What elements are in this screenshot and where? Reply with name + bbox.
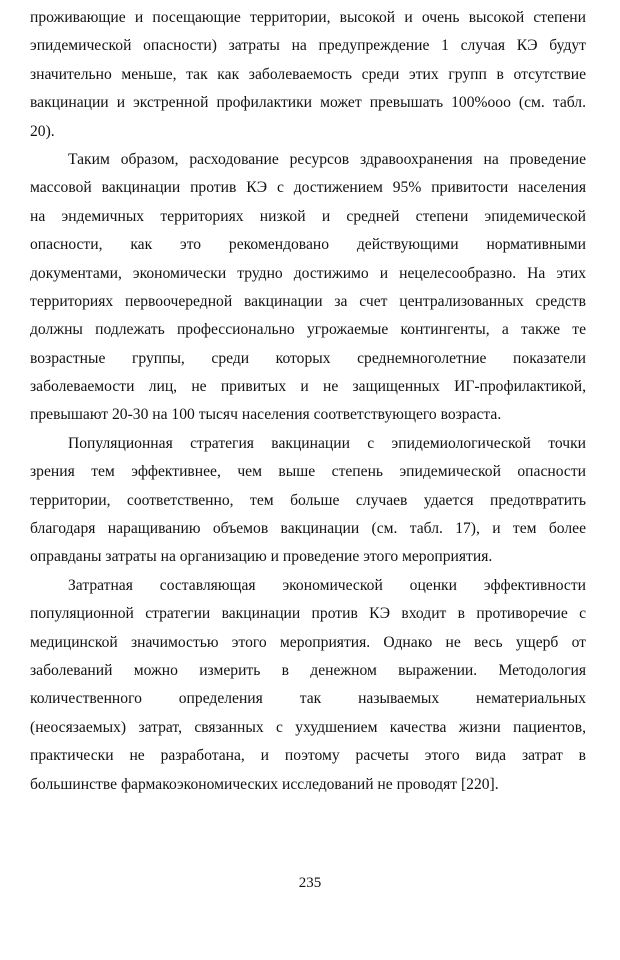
- text-line: территориях первоочередной вакцинации за счет централизованных средств: [30, 292, 586, 310]
- text-line: должны подлежать профессионально угрожаемые контингенты, а также те: [30, 321, 586, 339]
- paragraph: [30, 4, 586, 146]
- page-number: 235: [298, 875, 322, 891]
- text-line: практически не разработана, и поэтому расчеты этого вида затрат в: [30, 747, 586, 765]
- body-text: [30, 4, 586, 799]
- text-line: медицинской значимостью этого мероприятия. Однако не весь ущерб от: [30, 633, 586, 651]
- text-line: Популяционная стратегия вакцинации с эпидемиологической точки: [68, 434, 586, 452]
- text-line: значительно меньше, так как заболеваемость среди этих групп в отсутствие: [30, 65, 586, 83]
- text-line: количественного определения так называемых нематериальных: [30, 690, 586, 708]
- text-line: благодаря наращиванию объемов вакцинации (см. табл. 17), и тем более: [30, 520, 586, 538]
- text-line: превышают 20-30 на 100 тысяч населения соответствующего возраста.: [30, 406, 502, 424]
- text-line: популяционной стратегии вакцинации против КЭ входит в противоречие с: [30, 605, 586, 623]
- text-line: на эндемичных территориях низкой и средней степени эпидемической: [30, 207, 586, 225]
- text-line: заболеваемости лиц, не привитых и не защищенных ИГ-профилактикой,: [30, 378, 586, 396]
- paragraph: [30, 146, 586, 430]
- paragraph: [30, 430, 586, 572]
- text-line: массовой вакцинации против КЭ с достижением 95% привитости населения: [30, 179, 586, 197]
- paragraph: [30, 572, 586, 799]
- text-line: 20).: [30, 122, 55, 140]
- text-line: зрения тем эффективнее, чем выше степень эпидемической опасности: [30, 463, 586, 481]
- text-line: Таким образом, расходование ресурсов здравоохранения на проведение: [68, 150, 586, 168]
- text-line: (неосязаемых) затрат, связанных с ухудшением качества жизни пациентов,: [30, 718, 586, 736]
- text-line: вакцинации и экстренной профилактики может превышать 100%ooo (см. табл.: [30, 94, 586, 112]
- text-line: возрастные группы, среди которых среднемноголетние показатели: [30, 349, 586, 367]
- text-line: территории, соответственно, тем больше случаев удается предотвратить: [30, 491, 586, 509]
- text-line: большинстве фармакоэкономических исследований не проводят [220].: [30, 775, 499, 793]
- text-line: эпидемической опасности) затраты на предупреждение 1 случая КЭ будут: [30, 37, 586, 55]
- text-line: оправданы затраты на организацию и проведение этого мероприятия.: [30, 548, 493, 566]
- text-line: Затратная составляющая экономической оценки эффективности: [68, 576, 586, 594]
- text-line: документами, экономически трудно достижимо и нецелесообразно. На этих: [30, 264, 586, 282]
- text-line: опасности, как это рекомендовано действующими нормативными: [30, 236, 586, 254]
- text-line: заболеваний можно измерить в денежном выражении. Методология: [30, 661, 586, 679]
- text-line: проживающие и посещающие территории, высокой и очень высокой степени: [30, 9, 586, 26]
